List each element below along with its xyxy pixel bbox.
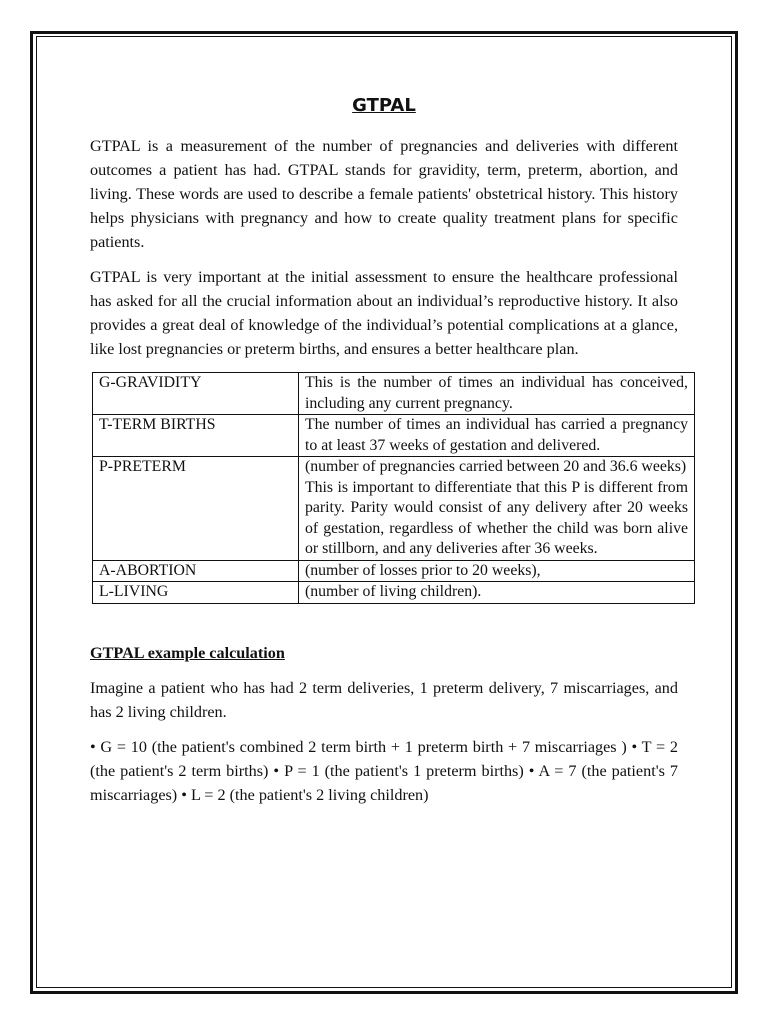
table-cell-term: A-ABORTION xyxy=(93,560,299,582)
gtpal-table xyxy=(92,372,695,604)
description-text: This is important to differentiate that this P is different from parity. Parity would consist of any delivery after 20 weeks of gestation, regardless of whether the child was born alive or stillborn, and any deliveries after 36 weeks. xyxy=(305,478,688,557)
table-cell-term: L-LIVING xyxy=(93,582,299,604)
description-text: (number of living children). xyxy=(305,583,482,600)
document-body xyxy=(90,92,688,818)
example-heading: GTPAL example calculation xyxy=(90,643,285,662)
example-calculation: • G = 10 (the patient's combined 2 term birth + 1 preterm birth + 7 miscarriages ) • T = 2 (the patient's 2 term births) • P = 1 (the patient's 1 preterm births) • A = 7 (the patient's 7 miscarriages) • L = 2 (the patient's 2 living children) xyxy=(90,737,678,804)
table-row xyxy=(93,373,695,415)
description-text: This is the number of times an individual has conceived, including any current pregnancy. xyxy=(305,374,688,412)
table-cell-description xyxy=(299,457,695,561)
table-cell-description xyxy=(299,373,695,415)
document-title: GTPAL xyxy=(352,95,416,116)
table-cell-description xyxy=(299,582,695,604)
description-text: The number of times an individual has carried a pregnancy to at least 37 weeks of gestation and delivered. xyxy=(305,416,688,454)
description-text: (number of pregnancies carried between 20 and 36.6 weeks) xyxy=(305,458,687,475)
example-scenario: Imagine a patient who has had 2 term deliveries, 1 preterm delivery, 7 miscarriages, and has 2 living children. xyxy=(90,678,678,721)
table-cell-description xyxy=(299,560,695,582)
table-cell-description xyxy=(299,415,695,457)
table-cell-term: P-PRETERM xyxy=(93,457,299,561)
table-row xyxy=(93,415,695,457)
description-text: (number of losses prior to 20 weeks), xyxy=(305,561,541,579)
table-row xyxy=(93,582,695,604)
table-cell-term: T-TERM BIRTHS xyxy=(93,415,299,457)
intro-paragraph-2: GTPAL is very important at the initial assessment to ensure the healthcare professional has asked for all the crucial information about an individual’s reproductive history. It also provides a great deal of knowledge of the individual’s potential complications at a glance, like lost pregnancies or preterm births, and ensures a better healthcare plan. xyxy=(90,268,678,358)
table-row xyxy=(93,457,695,561)
table-row xyxy=(93,560,695,582)
intro-paragraph-1: GTPAL is a measurement of the number of pregnancies and deliveries with different outcomes a patient has had. GTPAL stands for gravidity, term, preterm, abortion, and living. These words are used to describe a female patients' obstetrical history. This history helps physicians with pregnancy and how to create quality treatment plans for specific patients. xyxy=(90,137,678,251)
table-cell-term: G-GRAVIDITY xyxy=(93,373,299,415)
